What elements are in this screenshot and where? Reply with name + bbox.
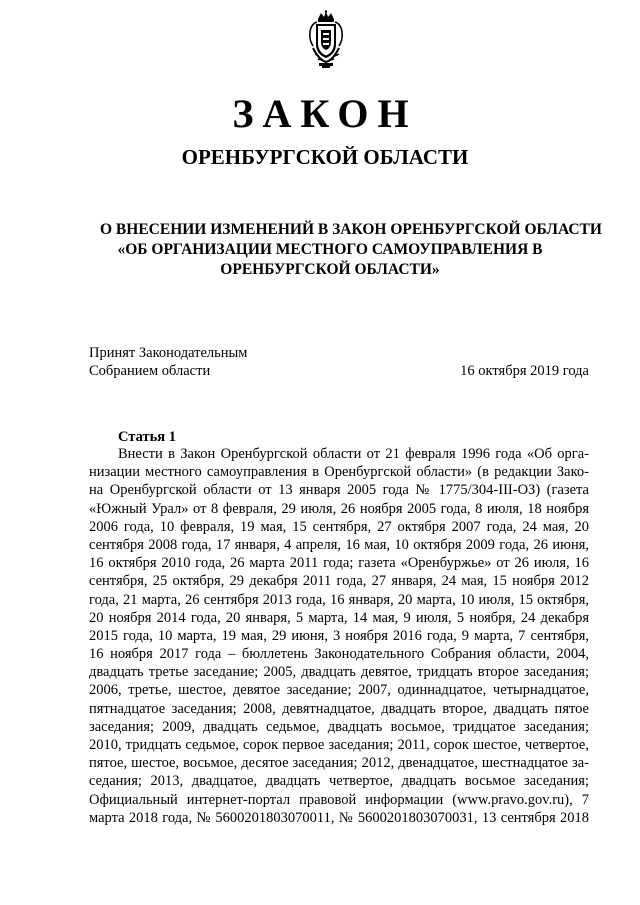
article-body-line: 16 октября 2010 года, 26 марта 2011 года; газета «Оренбуржье» от 26 июля, 16 xyxy=(89,555,589,572)
article-body-line: Официальный интернет-портал правовой информации (www.pravo.gov.ru), 7 xyxy=(89,791,589,808)
article-body-line: пятое, шестое, восьмое, десятое заседания; 2012, двенадцатое, шестнадцатое за- xyxy=(89,755,589,772)
article-body-line: 2006, третье, шестое, девятое заседание; 2007, одиннадцатое, четырнадцатое, xyxy=(89,682,589,699)
adoption-date: 16 октября 2019 года xyxy=(460,363,589,379)
article-body-line: 16 ноября 2017 года – бюллетень Законодательного Собрания области, 2004, xyxy=(89,646,589,663)
law-subject-line: «ОБ ОРГАНИЗАЦИИ МЕСТНОГО САМОУПРАВЛЕНИЯ В xyxy=(117,241,543,258)
article-body-line: сентября, 25 октября, 29 декабря 2011 года, 27 января, 24 мая, 15 ноября 2012 xyxy=(89,573,589,590)
article-body-line: 20 ноября 2014 года, 20 января, 5 марта, 14 мая, 9 июля, 5 ноября, 24 декабря xyxy=(89,609,589,626)
adoption-line: Принят Законодательным xyxy=(89,345,248,361)
law-subject xyxy=(100,220,602,280)
article-body-line: «Южный Урал» от 8 февраля, 29 июля, 26 ноября 2005 года, 8 июля, 18 ноября xyxy=(89,500,589,517)
article-body-line: Внести в Закон Оренбургской области от 21 февраля 1996 года «Об орга- xyxy=(118,446,589,462)
adoption-line: Собранием области xyxy=(89,363,211,379)
coat-of-arms-icon xyxy=(305,10,347,70)
region-title: ОРЕНБУРГСКОЙ ОБЛАСТИ xyxy=(181,145,469,169)
article-body-line: седания; 2013, двадцатое, двадцать четвертое, двадцать восьмое заседания; xyxy=(89,773,589,790)
law-subject-line: О ВНЕСЕНИИ ИЗМЕНЕНИЙ В ЗАКОН ОРЕНБУРГСКОЙ ОБЛАСТИ xyxy=(100,221,602,238)
article-body-line: заседания; 2009, двадцать седьмое, двадцать восьмое, тридцатое заседания; xyxy=(89,718,589,735)
article-body-line: 2015 года, 10 марта, 19 мая, 29 июня, 3 ноября 2016 года, 9 марта, 7 сентября, xyxy=(89,627,589,644)
article-body xyxy=(89,445,589,827)
article-body-line: марта 2018 года, № 5600201803070011, № 5600201803070031, 13 сентября 2018 xyxy=(89,809,589,826)
article-heading: Статья 1 xyxy=(118,429,176,445)
article-body-line: двадцать третье заседание; 2005, двадцать девятое, тридцать второе заседания; xyxy=(89,664,589,681)
law-subject-line: ОРЕНБУРГСКОЙ ОБЛАСТИ» xyxy=(220,261,440,278)
article-body-line: сентября 2008 года, 17 января, 4 апреля, 16 мая, 10 октября 2009 года, 26 июня, xyxy=(89,536,589,553)
article-body-line: года, 21 марта, 26 сентября 2013 года, 16 января, 20 марта, 10 июля, 15 октября, xyxy=(89,591,589,608)
article-body-line: 2010, тридцать седьмое, сорок первое заседания; 2011, сорок шестое, четвертое, xyxy=(89,737,589,753)
article-body-line: низации местного самоуправления в Оренбургской области» (в редакции Зако- xyxy=(89,464,589,481)
law-title: ЗАКОН xyxy=(232,91,418,136)
article-body-line: на Оренбургской области от 13 января 2005 года № 1775/304-III-ОЗ) (газета xyxy=(89,482,589,499)
adoption-note xyxy=(89,344,247,380)
article-body-line: пятнадцатое заседания; 2008, девятнадцатое, двадцать второе, двадцать пятое xyxy=(89,700,589,717)
article-body-line: 2006 года, 10 февраля, 19 мая, 15 сентября, 27 октября 2007 года, 24 мая, 20 xyxy=(89,518,589,535)
